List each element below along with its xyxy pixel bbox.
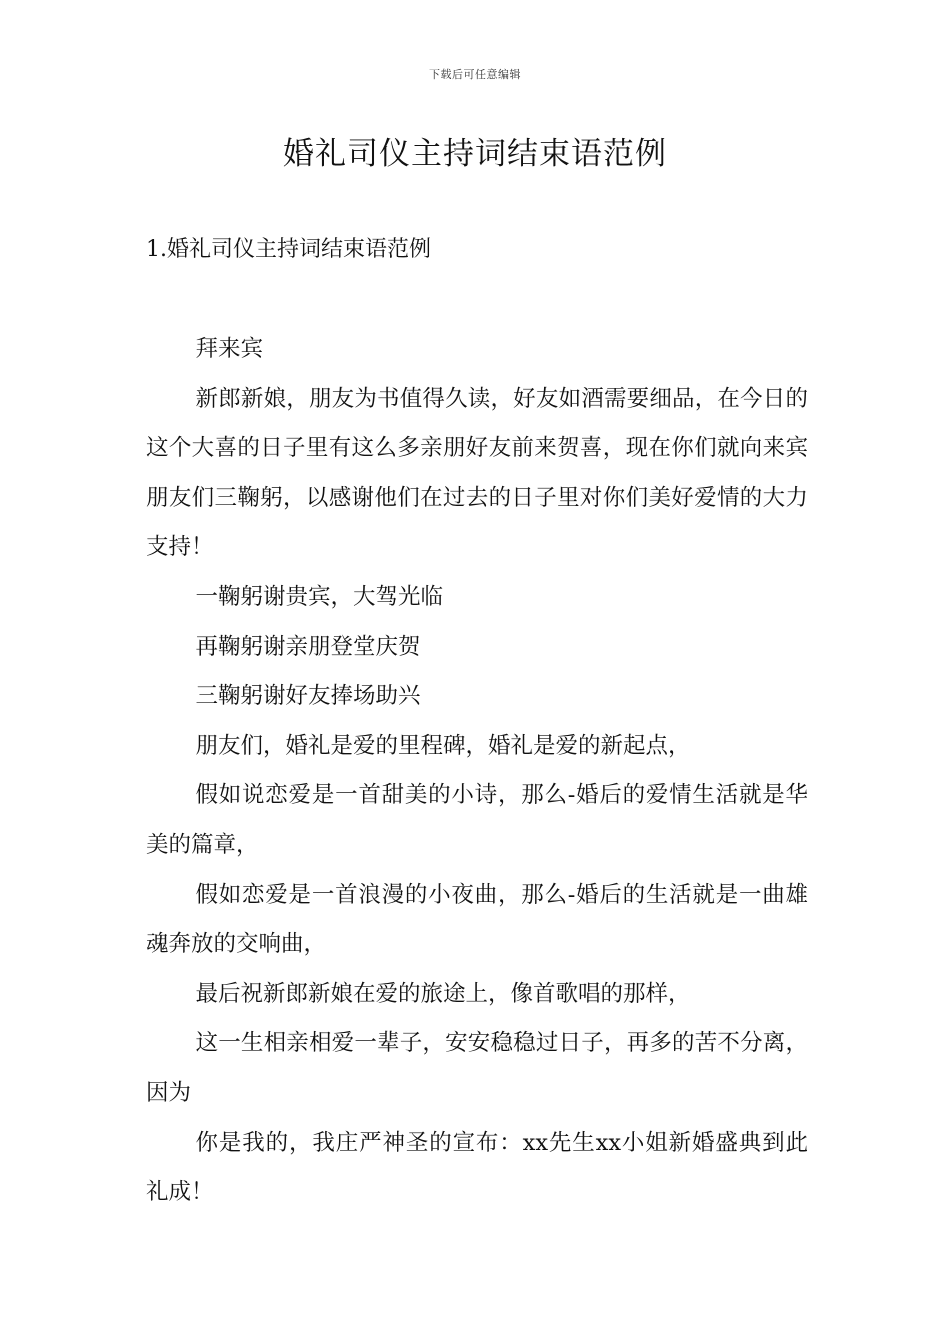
paragraph: 最后祝新郎新娘在爱的旅途上，像首歌唱的那样， [195, 980, 691, 1007]
document-title: 婚礼司仪主持词结束语范例 [283, 136, 667, 172]
paragraph: 三鞠躬谢好友捧场助兴 [195, 683, 421, 710]
paragraph: 假如说恋爱是一首甜美的小诗，那么-婚后的爱情生活就是华美的篇章， [146, 782, 808, 858]
header-note: 下载后可任意编辑 [429, 68, 521, 81]
paragraph: 这一生相亲相爱一辈子，安安稳稳过日子，再多的苦不分离，因为 [146, 1030, 808, 1106]
paragraph: 再鞠躬谢亲朋登堂庆贺 [195, 633, 421, 660]
paragraph: 假如恋爱是一首浪漫的小夜曲，那么-婚后的生活就是一曲雄魂奔放的交响曲， [146, 881, 808, 958]
paragraph: 一鞠躬谢贵宾，大驾光临 [195, 583, 444, 610]
document-body [146, 325, 808, 1218]
paragraph: 拜来宾 [195, 336, 264, 362]
paragraph: 朋友们，婚礼是爱的里程碑，婚礼是爱的新起点， [195, 732, 691, 759]
paragraph: 新郎新娘，朋友为书值得久读，好友如酒需要细品，在今日的这个大喜的日子里有这么多亲朋好友前来贺喜，现在你们就向来宾朋友们三鞠躬，以感谢他们在过去的日子里对你们美好爱情的大力支持！ [146, 385, 808, 561]
section-heading: 1.婚礼司仪主持词结束语范例 [146, 237, 431, 262]
paragraph: 你是我的，我庄严神圣的宣布：xx先生xx小姐新婚盛典到此礼成！ [146, 1129, 808, 1206]
